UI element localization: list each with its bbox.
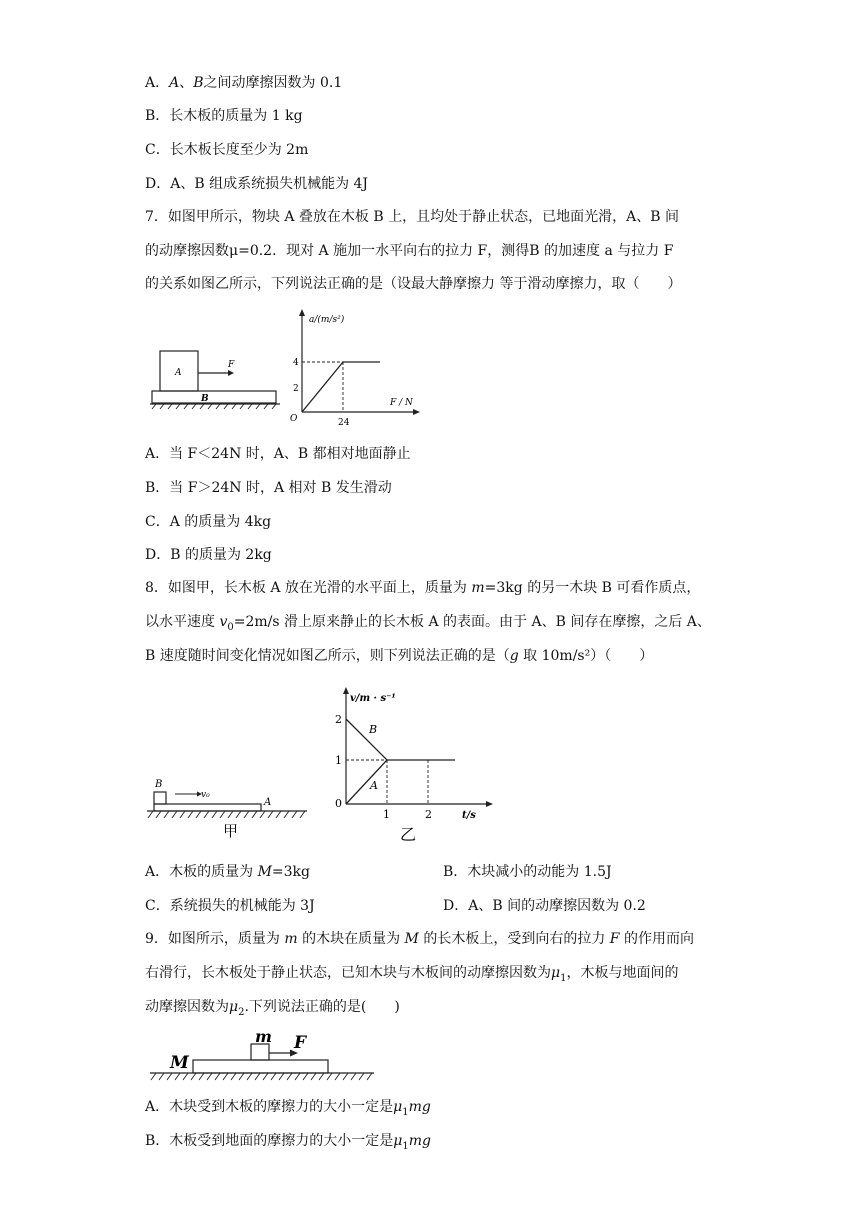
var-mu: μ [393,1133,403,1149]
option-prefix: A． [145,75,170,91]
q8-graph-v-vs-t [328,686,498,844]
curve-a [346,760,387,804]
text: 动摩擦因数为 [145,999,229,1015]
v0-label: v₀ [201,790,210,800]
board-a [154,804,261,811]
q7-option-a: A．当 F＜24N 时，A、B 都相对地面静止 [145,446,411,462]
force-label: F [228,360,235,370]
var-m: m [284,931,298,947]
subscript: 1 [402,1106,409,1118]
x-axis-arrow [486,801,493,807]
y-tick-4: 4 [293,358,299,368]
text: 9．如图所示，质量为 [145,931,285,947]
var-mu: μ [551,965,561,981]
q7-stem-line2: 的动摩擦因数μ=0.2．现对 A 施加一水平向右的拉力 F，测得B 的加速度 a 与拉力 F [145,243,674,259]
y-tick-2: 2 [293,384,299,394]
var-M: M [257,864,272,880]
text: 右滑行，长木板处于静止状态，已知木块与木板间的动摩擦因数为 [145,965,551,981]
x-axis-arrow [413,409,420,415]
origin-label: 0 [335,797,342,810]
subscript: 1 [560,972,567,984]
separator: 、 [179,75,194,91]
subscript: 2 [238,1006,245,1018]
q8-option-a [145,862,310,882]
text: 的木块在质量为 [297,931,405,947]
ground-hatch [148,811,305,818]
q8-figure-jia [145,768,310,838]
q8-option-d: D．A、B 间的动摩擦因数为 0.2 [443,898,646,914]
ground-hatch [152,404,276,409]
x-tick-2: 2 [425,808,432,821]
q9-option-a [145,1097,431,1123]
text: A．木块受到木板的摩擦力的大小一定是 [145,1099,394,1115]
block-b-label: B [155,779,163,790]
q8-stem-line3 [145,646,653,666]
q9-stem-line2 [145,963,678,989]
text: B．木板受到地面的摩擦力的大小一定是 [145,1133,394,1149]
curve-b [346,719,455,760]
q7-stem-line3: 的关系如图乙所示，下列说法正确的是（设最大静摩擦力 等于滑动摩擦力，取（ ） [145,276,682,292]
q9-stem-line1 [145,929,694,949]
q7-figure-block-board [148,345,283,410]
text: B 速度随时间变化情况如图乙所示，则下列说法正确的是（ [145,648,510,664]
q8-stem-line2 [145,612,711,638]
q6-option-c: C．长木板长度至少为 2m [145,142,309,158]
var-mu: μ [229,999,239,1015]
caption-yi: 乙 [400,825,417,844]
text: =3kg [271,864,310,880]
text: 的长木板上，受到向右的拉力 [418,931,610,947]
var-g: g [509,648,519,664]
y-axis-arrow [299,309,305,316]
board-a-label: A [264,797,272,808]
label-M: M [170,1053,189,1073]
x-axis-label: t/s [462,810,476,821]
q6-option-a [145,73,342,93]
q9-stem-line3 [145,997,400,1023]
block-b [154,792,166,804]
q8-option-c: C．系统损失的机械能为 3J [145,898,315,914]
board-b-label: B [201,394,209,404]
subscript: 0 [227,621,234,633]
var-m: m [471,580,485,596]
subscript: 1 [402,1140,409,1152]
q9-option-b [145,1131,431,1157]
var-v: v [219,614,228,630]
text: =2m/s 滑上原来静止的长木板 A 的表面。由于 A、B 间存在摩擦，之后 A、 [233,614,711,630]
text: =3kg 的另一木块 B 可看作质点， [484,580,701,596]
y-axis-label: a/(m/s²) [309,315,345,325]
origin-label: O [290,414,298,424]
var-F: F [609,931,620,947]
var-mu: μ [393,1099,403,1115]
text: ，木板与地面间的 [566,965,679,981]
a-f-curve [302,362,380,412]
text: 的作用而向 [619,931,694,947]
label-m: m [255,1028,272,1046]
curve-b-label: B [369,723,378,736]
option-text: 之间动摩擦因数为 0.1 [203,75,343,91]
y-tick-1: 1 [335,754,342,767]
var-b: B [193,75,204,91]
var-mg: mg [408,1099,431,1115]
q6-option-d: D．A、B 组成系统损失机械能为 4J [145,176,369,192]
q8-stem-line1 [145,578,700,598]
text: .下列说法正确的是( ) [244,999,400,1015]
y-axis-arrow [343,687,349,694]
q8-option-b: B．木块减小的动能为 1.5J [443,864,612,880]
board-b [152,391,276,403]
q7-graph-a-vs-f [285,308,425,430]
q7-option-d: D．B 的质量为 2kg [145,547,272,563]
y-tick-2: 2 [335,713,342,726]
ground-hatch [151,1073,372,1080]
force-arrow-head [228,370,234,376]
caption-jia: 甲 [223,822,239,838]
var-a: A [169,75,180,91]
q7-stem-line1: 7．如图甲所示，物块 A 叠放在木板 B 上，且均处于静止状态，已地面光滑，A、B 间 [145,209,679,225]
q7-option-c: C．A 的质量为 4kg [145,514,272,530]
text: 以水平速度 [145,614,220,630]
board-M [193,1060,328,1073]
text: 取 10m/s²）（ ） [518,648,654,664]
x-tick-1: 1 [383,808,390,821]
y-axis-label: v/m · s⁻¹ [350,693,396,704]
q7-option-b: B．当 F＞24N 时，A 相对 B 发生滑动 [145,480,392,496]
curve-a-label: A [370,779,378,792]
x-tick-24: 24 [338,418,350,428]
q6-option-b: B．长木板的质量为 1 kg [145,108,303,124]
block-a-label: A [175,368,182,378]
q9-figure [148,1028,378,1086]
block-m [251,1044,269,1060]
var-mg: mg [408,1133,432,1149]
text: 8．如图甲，长木板 A 放在光滑的水平面上，质量为 [145,580,472,596]
text: A．木板的质量为 [145,864,258,880]
x-axis-label: F / N [390,398,413,408]
label-F: F [294,1033,307,1053]
var-M: M [404,931,419,947]
